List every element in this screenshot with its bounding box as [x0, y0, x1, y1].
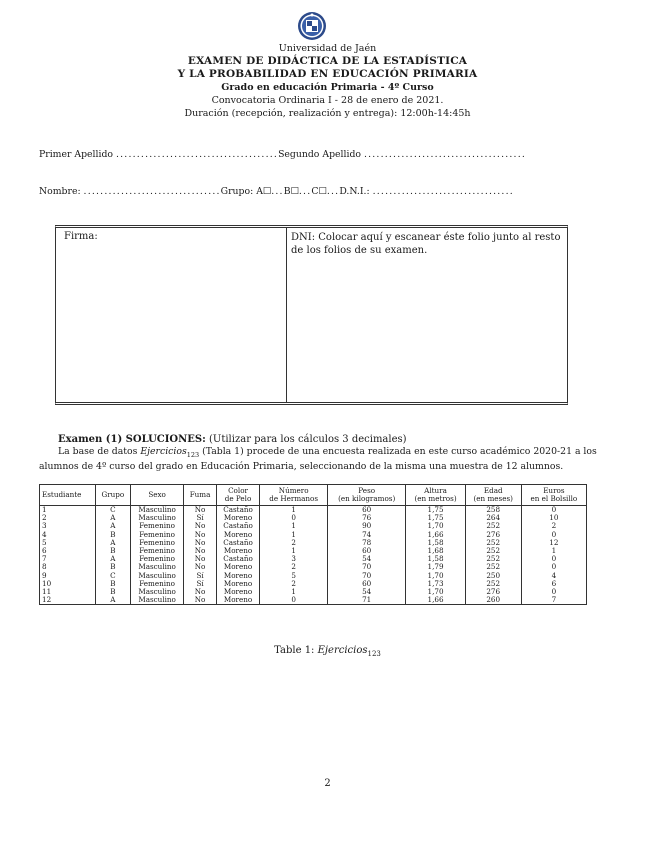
table-cell: 1,58 — [406, 539, 465, 547]
table-cell: 250 — [465, 572, 521, 580]
exam-intro — [39, 446, 599, 474]
table-cell: A — [95, 514, 130, 522]
column-header — [328, 485, 406, 506]
table-cell: 4 — [40, 531, 96, 539]
table-cell: 258 — [465, 506, 521, 515]
name-line: Nombre: .................................Grupo: A☐...B☐...C☐...D.N.I.: .................................. — [39, 186, 514, 197]
intro-pre: La base de datos — [58, 446, 138, 457]
table-cell: Moreno — [216, 547, 260, 555]
table-cell: 1,75 — [406, 506, 465, 515]
table-row — [40, 522, 587, 530]
table-cell: B — [95, 531, 130, 539]
table-cell: Femenino — [130, 531, 184, 539]
duration-line: Duración (recepción, realización y entrega): 12:00h-14:45h — [184, 108, 471, 119]
checkbox-c[interactable]: ☐ — [318, 186, 327, 197]
column-header — [521, 485, 586, 506]
table-cell: No — [184, 588, 216, 596]
table-caption — [0, 645, 655, 658]
caption-label: Table 1: — [274, 645, 315, 656]
table-cell: 252 — [465, 539, 521, 547]
table-cell: Castaño — [216, 506, 260, 515]
table-cell: 252 — [465, 522, 521, 530]
convocatoria-line: Convocatoria Ordinaria I - 28 de enero de 2021. — [211, 95, 444, 106]
table-cell: 0 — [521, 588, 586, 596]
table-cell: C — [95, 572, 130, 580]
group-option-b: B — [283, 186, 291, 197]
table-cell: Sí — [184, 580, 216, 588]
table-cell: 76 — [328, 514, 406, 522]
table-cell: 1,70 — [406, 522, 465, 530]
column-header — [465, 485, 521, 506]
table-cell: 1,66 — [406, 531, 465, 539]
university-name: Universidad de Jaén — [278, 43, 377, 54]
table-cell: 0 — [521, 555, 586, 563]
table-cell: 1,75 — [406, 514, 465, 522]
table-cell: No — [184, 531, 216, 539]
table-cell: 3 — [260, 555, 328, 563]
firma-label: Firma: — [64, 231, 98, 242]
table-cell: 4 — [521, 572, 586, 580]
table-cell: Moreno — [216, 531, 260, 539]
table-header-row — [40, 485, 587, 506]
table-cell: Femenino — [130, 547, 184, 555]
table-cell: Castaño — [216, 539, 260, 547]
table-cell: Castaño — [216, 522, 260, 530]
table-row — [40, 539, 587, 547]
group-option-c: C — [311, 186, 319, 197]
table-cell: 3 — [40, 522, 96, 530]
table-row — [40, 572, 587, 580]
table-row — [40, 531, 587, 539]
table-row — [40, 580, 587, 588]
table-cell: 264 — [465, 514, 521, 522]
table-cell: 6 — [521, 580, 586, 588]
column-header-text: Euros — [543, 485, 565, 495]
table-cell: 70 — [328, 563, 406, 571]
table-cell: 54 — [328, 588, 406, 596]
table-cell: 1,70 — [406, 572, 465, 580]
exam-title-line2: Y LA PROBABILIDAD EN EDUCACIÓN PRIMARIA — [177, 68, 478, 80]
column-header — [260, 485, 328, 506]
column-header-text: Color — [228, 485, 248, 495]
table-cell: 1,70 — [406, 588, 465, 596]
table-cell: 276 — [465, 588, 521, 596]
table-cell: Moreno — [216, 572, 260, 580]
table-cell: 6 — [40, 547, 96, 555]
table-cell: A — [95, 522, 130, 530]
table-cell: 7 — [40, 555, 96, 563]
caption-name: Ejercicios — [317, 645, 368, 656]
column-header-text: Altura — [424, 485, 447, 495]
table-cell: Castaño — [216, 555, 260, 563]
exam-title-line1: EXAMEN DE DIDÁCTICA DE LA ESTADÍSTICA — [187, 55, 468, 67]
page-number: 2 — [324, 778, 331, 789]
group-label: Grupo: — [220, 186, 254, 197]
table-cell: 252 — [465, 580, 521, 588]
table-cell: 1 — [260, 531, 328, 539]
table-cell: No — [184, 547, 216, 555]
exam-title-bold: Examen (1) SOLUCIONES: — [58, 434, 206, 445]
table-row — [40, 506, 587, 515]
table-cell: Moreno — [216, 588, 260, 596]
table-cell: 2 — [40, 514, 96, 522]
table-cell: 0 — [521, 563, 586, 571]
table-cell: Moreno — [216, 596, 260, 605]
checkbox-a[interactable]: ☐ — [262, 186, 272, 197]
table-cell: 1 — [260, 522, 328, 530]
table-cell: 2 — [521, 522, 586, 530]
table-cell: 5 — [260, 572, 328, 580]
table-cell: Femenino — [130, 539, 184, 547]
table-cell: Masculino — [130, 514, 184, 522]
second-surname-label: Segundo Apellido — [278, 149, 361, 160]
intro-post: (Tabla 1) procede de una encuesta realizada en este curso académico 2020-21 a los alumnos de 4º curso del grado en Educación Primaria, seleccionando de la misma una muestra de 12 alumnos. — [39, 446, 597, 473]
first-surname-field[interactable]: ....................................... — [116, 149, 279, 160]
table-cell: No — [184, 596, 216, 605]
table-row — [40, 547, 587, 555]
table-cell: 0 — [260, 514, 328, 522]
table-cell: 252 — [465, 547, 521, 555]
table-cell: No — [184, 539, 216, 547]
table-cell: Masculino — [130, 506, 184, 515]
table-cell: B — [95, 580, 130, 588]
table-cell: No — [184, 555, 216, 563]
table-cell: 252 — [465, 555, 521, 563]
table-cell: 10 — [521, 514, 586, 522]
table-cell: Sí — [184, 514, 216, 522]
table-cell: 0 — [260, 596, 328, 605]
table-cell: No — [184, 522, 216, 530]
column-header-text: Número — [278, 485, 309, 495]
table-cell: 1 — [260, 547, 328, 555]
table-cell: 12 — [40, 596, 96, 605]
box-divider — [286, 228, 287, 402]
table-cell: No — [184, 563, 216, 571]
column-header-text: Grupo — [101, 489, 125, 499]
table-cell: 252 — [465, 563, 521, 571]
column-header-text: (en kilogramos) — [338, 494, 396, 503]
column-header-text: Peso — [358, 485, 376, 495]
data-table — [39, 484, 587, 605]
column-header-text: Edad — [483, 485, 503, 495]
caption-sub: 123 — [367, 650, 381, 658]
table-cell: 1 — [40, 506, 96, 515]
column-header-text: en el Bolsillo — [530, 494, 578, 503]
column-header-text: de Pelo — [224, 494, 252, 503]
table-cell: 70 — [328, 572, 406, 580]
table-cell: Moreno — [216, 514, 260, 522]
table-row — [40, 596, 587, 605]
table-cell: 0 — [521, 506, 586, 515]
name-label: Nombre: — [39, 186, 81, 197]
second-surname-field[interactable]: ....................................... — [363, 149, 527, 160]
dni-field[interactable]: .................................. — [372, 186, 514, 197]
table-cell: Moreno — [216, 580, 260, 588]
degree-line: Grado en educación Primaria - 4º Curso — [221, 82, 434, 93]
surname-line — [39, 149, 526, 160]
table-cell: 7 — [521, 596, 586, 605]
table-cell: 1,58 — [406, 555, 465, 563]
table-cell: 1,68 — [406, 547, 465, 555]
column-header-text: (en meses) — [473, 494, 513, 503]
table-cell: 1,79 — [406, 563, 465, 571]
exam-title-note: (Utilizar para los cálculos 3 decimales) — [209, 434, 407, 445]
table-cell: B — [95, 588, 130, 596]
dni-label: D.N.I.: — [339, 186, 370, 197]
table-cell: 60 — [328, 506, 406, 515]
table-cell: A — [95, 555, 130, 563]
table-cell: Masculino — [130, 572, 184, 580]
table-cell: Femenino — [130, 580, 184, 588]
table-cell: Masculino — [130, 596, 184, 605]
table-cell: 5 — [40, 539, 96, 547]
table-cell: 71 — [328, 596, 406, 605]
table-cell: Masculino — [130, 588, 184, 596]
table-cell: 1,73 — [406, 580, 465, 588]
exam-section-title — [58, 434, 407, 445]
name-field[interactable]: ................................. — [83, 186, 221, 197]
table-cell: B — [95, 563, 130, 571]
table-cell: 2 — [260, 539, 328, 547]
table-cell: No — [184, 506, 216, 515]
table-cell: 2 — [260, 563, 328, 571]
column-header — [95, 485, 130, 506]
signature-box — [55, 225, 568, 405]
table-cell: 11 — [40, 588, 96, 596]
table-cell: A — [95, 596, 130, 605]
table-cell: 74 — [328, 531, 406, 539]
university-seal-icon — [297, 11, 327, 41]
table-cell: 1,66 — [406, 596, 465, 605]
table-cell: B — [95, 547, 130, 555]
dataset-name: Ejercicios — [140, 446, 187, 457]
table-cell: C — [95, 506, 130, 515]
column-header — [40, 485, 96, 506]
table-cell: 276 — [465, 531, 521, 539]
table-cell: A — [95, 539, 130, 547]
column-header-text: Estudiante — [42, 489, 82, 499]
table-cell: Masculino — [130, 563, 184, 571]
table-row — [40, 555, 587, 563]
dataset-sub: 123 — [186, 450, 200, 459]
column-header-text: Sexo — [148, 489, 166, 499]
column-header — [406, 485, 465, 506]
table-cell: 9 — [40, 572, 96, 580]
table-row — [40, 563, 587, 571]
table-cell: 0 — [521, 531, 586, 539]
table-cell: 10 — [40, 580, 96, 588]
column-header-text: (en metros) — [414, 494, 457, 503]
checkbox-b[interactable]: ☐ — [290, 186, 299, 197]
table-cell: 8 — [40, 563, 96, 571]
column-header — [130, 485, 184, 506]
table-cell: 1 — [260, 506, 328, 515]
table-cell: 2 — [260, 580, 328, 588]
column-header — [184, 485, 216, 506]
table-cell: 54 — [328, 555, 406, 563]
table-cell: Sí — [184, 572, 216, 580]
table-cell: 12 — [521, 539, 586, 547]
column-header — [216, 485, 260, 506]
table-cell: Femenino — [130, 522, 184, 530]
table-cell: 60 — [328, 580, 406, 588]
table-cell: 78 — [328, 539, 406, 547]
table-cell: 1 — [260, 588, 328, 596]
column-header-text: de Hermanos — [269, 494, 319, 503]
table-cell: 60 — [328, 547, 406, 555]
table-cell: Moreno — [216, 563, 260, 571]
table-cell: Femenino — [130, 555, 184, 563]
table-row — [40, 514, 587, 522]
table-cell: 90 — [328, 522, 406, 530]
column-header-text: Fuma — [189, 489, 211, 499]
table-body — [40, 506, 587, 605]
group-option-a: A — [256, 186, 263, 197]
table-cell: 260 — [465, 596, 521, 605]
table-cell: 1 — [521, 547, 586, 555]
dni-note: DNI: Colocar aquí y escanear éste folio junto al resto de los folios de su examen. — [291, 232, 561, 256]
first-surname-label: Primer Apellido — [39, 149, 114, 160]
table-row — [40, 588, 587, 596]
